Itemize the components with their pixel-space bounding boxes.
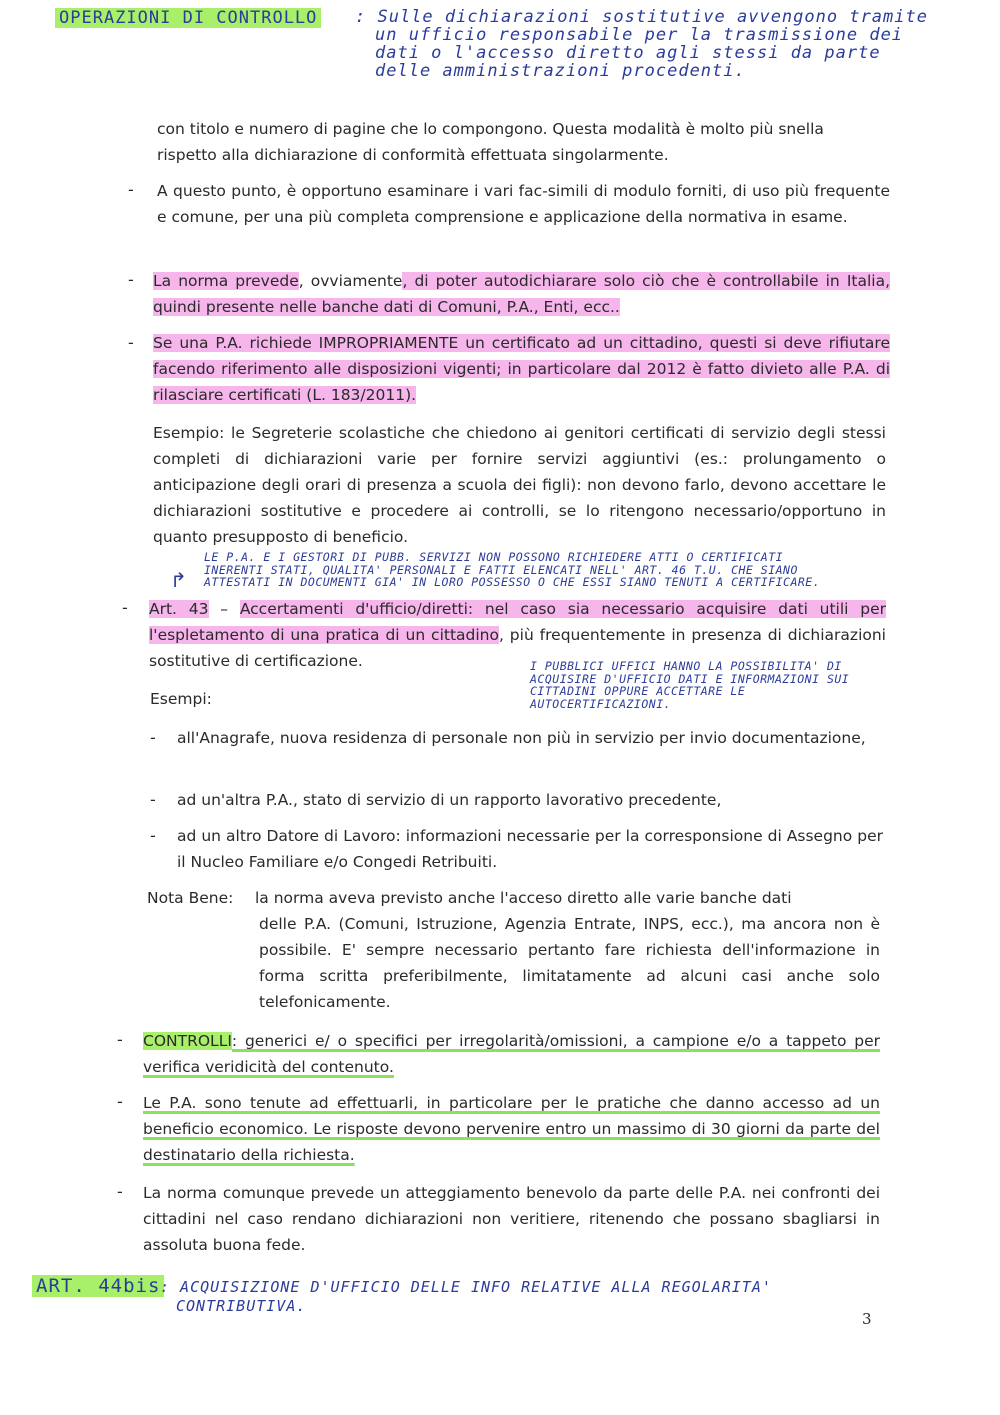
bullet-dash: - — [128, 180, 134, 199]
side-handwritten-note: I PUBBLICI UFFICI HANNO LA POSSIBILITA' DI ACQUISIRE D'UFFICIO DATI E INFORMAZIONI SUI CITTADINI OPPURE ACCETTARE LE AUTOCERTIFICAZIONI. — [530, 659, 850, 711]
sub-bullet-anagrafe: all'Anagrafe, nuova residenza di personale non più in servizio per invio documentazione, — [177, 729, 866, 747]
bullet-dash: - — [128, 333, 134, 352]
nota-bene-label: Nota Bene: — [147, 889, 234, 907]
curved-arrow-icon: ↱ — [170, 568, 187, 592]
bullet-norma-prevede: La norma prevede, ovviamente, di poter autodichiarare solo ciò che è controllabile in Italia, quindi presente nelle banche dati di Comuni, P.A., Enti, ecc.. — [153, 272, 891, 316]
bullet-dash: - — [122, 598, 128, 617]
bottom-handwritten-note: : ACQUISIZIONE D'UFFICIO DELLE INFO RELATIVE ALLA REGOLARITA' CONTRIBUTIVA. — [160, 1278, 772, 1315]
example-paragraph: Esempio: le Segreterie scolastiche che chiedono ai genitori certificati di servizio degli stessi completi di dichiarazioni varie per fornire servizi aggiuntivi (es.: prolungamento o anticipazione degli orari di presenza a scuola dei figli): non devono farlo, devono accettare le dichiarazioni sostitutive e procedere ai controlli, se lo ritengono necessario/opportuno in quanto presupposto di beneficio. — [153, 424, 886, 546]
bottom-label: ART. 44bis — [32, 1275, 164, 1297]
top-label: OPERAZIONI DI CONTROLLO — [55, 8, 321, 28]
bullet-dash: - — [117, 1030, 123, 1049]
bullet-fac-simili: A questo punto, è opportuno esaminare i vari fac-simili di modulo forniti, di uso più frequente e comune, per una più completa comprensione e applicazione della normativa in esame. — [157, 182, 890, 226]
nota-bene-line1: la norma aveva previsto anche l'acceso diretto alle varie banche dati — [255, 889, 792, 907]
bullet-dash: - — [128, 270, 134, 289]
nota-bene-text: delle P.A. (Comuni, Istruzione, Agenzia Entrate, INPS, ecc.), ma ancora non è possibile. E' sempre necessario pertanto fare richiesta dell'informazione in forma scritta preferibilmente, limitatamente ad alcuni casi anche solo telefonicamente. — [259, 915, 880, 1011]
bullet-dash: - — [117, 1092, 123, 1111]
mid-handwritten-note: LE P.A. E I GESTORI DI PUBB. SERVIZI NON POSSONO RICHIEDERE ATTI O CERTIFICATI INERENTI STATI, QUALITA' PERSONALI E FATTI ELENCATI NELL' ART. 46 T.U. CHE SIANO ATTESTATI IN DOCUMENTI GIA' IN LORO POSSESSO O CHE ESSI SIANO TENUTI A CERTIFICARE. — [204, 550, 821, 589]
bullet-art-43: Art. 43 – Accertamenti d'ufficio/diretti: nel caso sia necessario acquisire dati utili per l'espletamento di una pratica di un cittadino, più frequentemente in presenza di dichiarazioni sostitutive di certificazione. — [149, 600, 887, 670]
sub-bullet-dash: - — [150, 790, 156, 809]
top-handwritten-note: : Sulle dichiarazioni sostitutive avvengono tramite un ufficio responsabile per la trasmissione dei dati o l'accesso diretto agli stessi da parte delle amministrazioni procedenti. — [355, 7, 928, 81]
bullet-impropriamente: Se una P.A. richiede IMPROPRIAMENTE un certificato ad un cittadino, questi si deve rifiutare facendo riferimento alle disposizioni vigenti; in particolare dal 2012 è fatto divieto alle P.A. di rilasciare certificati (L. 183/2011). — [153, 334, 890, 404]
esempi-label: Esempi: — [150, 690, 212, 708]
sub-bullet-dash: - — [150, 826, 156, 845]
sub-bullet-datore: ad un altro Datore di Lavoro: informazioni necessarie per la corresponsione di Assegno per il Nucleo Familiare e/o Congedi Retribuiti. — [177, 827, 883, 871]
sub-bullet-altra-pa: ad un'altra P.A., stato di servizio di un rapporto lavorativo precedente, — [177, 791, 722, 809]
bullet-controlli: CONTROLLI: generici e/ o specifici per irregolarità/omissioni, a campione e/o a tappeto per verifica veridicità del contenuto. — [143, 1032, 880, 1076]
page-number: 3 — [862, 1310, 872, 1328]
bullet-atteggiamento: La norma comunque prevede un atteggiamento benevolo da parte delle P.A. nei confronti dei cittadini nel caso rendano dichiarazioni non veritiere, ritenendo che possano sbagliarsi in assoluta buona fede. — [143, 1184, 880, 1254]
intro-paragraph: con titolo e numero di pagine che lo compongono. Questa modalità è molto più snella rispetto alla dichiarazione di conformità effettuata singolarmente. — [157, 120, 824, 164]
sub-bullet-dash: - — [150, 728, 156, 747]
bullet-dash: - — [117, 1182, 123, 1201]
bullet-pa-tenute: Le P.A. sono tenute ad effettuarli, in particolare per le pratiche che danno accesso ad un beneficio economico. Le risposte devono pervenire entro un massimo di 30 giorni da parte del destinatario della richiesta. — [143, 1094, 880, 1164]
